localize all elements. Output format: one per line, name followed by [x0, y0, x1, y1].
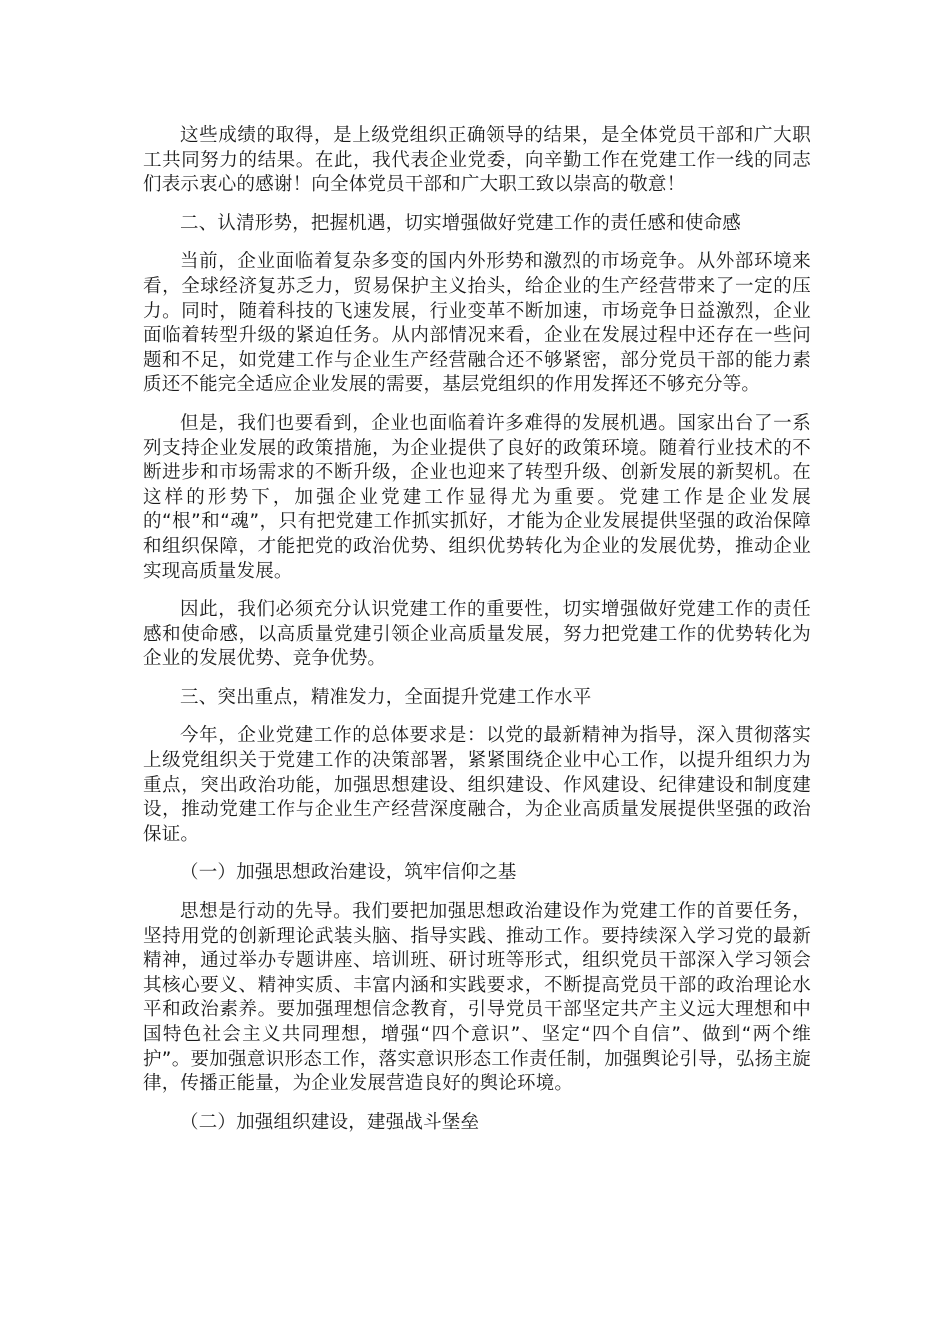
section-heading-3: 三、突出重点，精准发力，全面提升党建工作水平 [180, 686, 592, 708]
paragraph-therefore: 因此，我们必须充分认识党建工作的重要性，切实增强做好党建工作的责任感和使命感，以高质量党建引领企业高质量发展，努力把党建工作的优势转化为企业的发展优势、竞争优势。 [143, 599, 811, 670]
paragraph-opportunities: 但是，我们也要看到，企业也面临着许多难得的发展机遇。国家出台了一系列支持企业发展的政策措施，为企业提供了良好的政策环境。随着行业技术的不断进步和市场需求的不断升级，企业也迎来了转型升级、创新发展的新契机。在这样的形势下，加强企业党建工作显得尤为重要。党建工作是企业发展的“根”和“魂”，只有把党建工作抓实抓好，才能为企业发展提供坚强的政治保障和组织保障，才能把党的政治优势、组织优势转化为企业的发展优势，推动企业实现高质量发展。 [143, 412, 811, 582]
paragraph-achievements-thanks: 这些成绩的取得，是上级党组织正确领导的结果，是全体党员干部和广大职工共同努力的结果。在此，我代表企业党委，向辛勤工作在党建工作一线的同志们表示衷心的感谢！向全体党员干部和广大职工致以崇高的敬意！ [143, 125, 811, 196]
subsection-heading-2: （二）加强组织建设，建强战斗堡垒 [180, 1111, 480, 1133]
paragraph-ideological-building: 思想是行动的先导。我们要把加强思想政治建设作为党建工作的首要任务，坚持用党的创新理论武装头脑、指导实践、推动工作。要持续深入学习党的最新精神，通过举办专题讲座、培训班、研讨班等形式，组织党员干部深入学习领会其核心要义、精神实质、丰富内涵和实践要求，不断提高党员干部的政治理论水平和政治素养。要加强理想信念教育，引导党员干部坚定共产主义远大理想和中国特色社会主义共同理想，增强“四个意识”、坚定“四个自信”、做到“两个维护”。要加强意识形态工作，落实意识形态工作责任制，加强舆论引导，弘扬主旋律，传播正能量，为企业发展营造良好的舆论环境。 [143, 901, 811, 1095]
document-body [143, 124, 811, 1149]
subsection-heading-1: （一）加强思想政治建设，筑牢信仰之基 [180, 862, 517, 884]
paragraph-current-situation: 当前，企业面临着复杂多变的国内外形势和激烈的市场竞争。从外部环境来看，全球经济复苏乏力，贸易保护主义抬头，给企业的生产经营带来了一定的压力。同时，随着科技的飞速发展，行业变革不断加速，市场竞争日益激烈，企业面临着转型升级的紧迫任务。从内部情况来看，企业在发展过程中还存在一些问题和不足，如党建工作与企业生产经营融合还不够紧密，部分党员干部的能力素质还不能完全适应企业发展的需要，基层党组织的作用发挥还不够充分等。 [143, 251, 811, 396]
paragraph-overall-requirements: 今年，企业党建工作的总体要求是：以党的最新精神为指导，深入贯彻落实上级党组织关于党建工作的决策部署，紧紧围绕企业中心工作，以提升组织力为重点，突出政治功能，加强思想建设、组织建设、作风建设、纪律建设和制度建设，推动党建工作与企业生产经营深度融合，为企业高质量发展提供坚强的政治保证。 [143, 725, 811, 845]
section-heading-2: 二、认清形势，把握机遇，切实增强做好党建工作的责任感和使命感 [180, 212, 742, 234]
